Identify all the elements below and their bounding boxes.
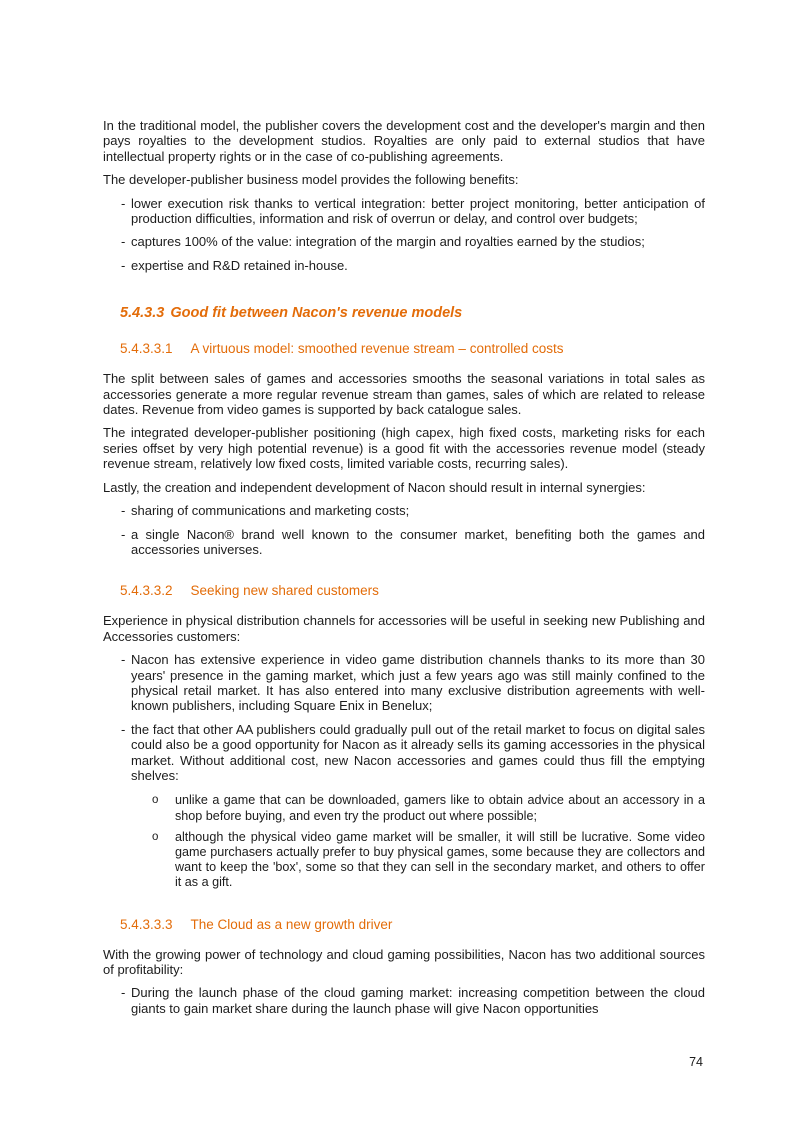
subsection-heading-1 [120,341,705,356]
cloud-list [103,985,705,1016]
subsection-heading-2 [120,583,705,598]
subsection-number: 5.4.3.3.3 [120,916,173,932]
paragraph-traditional-model: In the traditional model, the publisher covers the development cost and the developer's margin and then pays royalties to the development studios. Royalties are only paid to external studios that have intellectual property rights or in the case of co-publishing agreements. [103,118,705,164]
section-number: 5.4.3.3 [120,305,165,322]
dash-marker: - [121,195,126,211]
list-item-text: the fact that other AA publishers could gradually pull out of the retail market to focus on digital sales could also be a good opportunity for Nacon as it already sells its gaming accessories in the physical market. Without additional cost, new Nacon accessories and games could thus fill the emptying shelves: [131,721,705,783]
paragraph-split-sales: The split between sales of games and accessories smooths the seasonal variations in total sales as accessories generate a more regular revenue stream than games, sales of which are related to release dates. Revenue from video games is supported by back catalogue sales. [103,371,705,418]
list-item-text: lower execution risk thanks to vertical integration: better project monitoring, better anticipation of production difficulties, information and risk of overrun or delay, and control over budgets; [131,195,705,227]
list-item-text: expertise and R&D retained in-house. [131,257,348,273]
list-item [103,722,705,784]
dash-marker: - [121,234,126,250]
sublist-item-text: unlike a game that can be downloaded, gamers like to obtain advice about an accessory in a shop before buying, and even try the product out where possible; [175,793,705,823]
dash-marker: - [121,526,126,542]
list-item-text: During the launch phase of the cloud gaming market: increasing competition between the cloud giants to gain market share during the launch phase will give Nacon opportunities [131,985,705,1016]
subsection-number: 5.4.3.3.1 [120,341,173,357]
benefits-list [103,196,705,274]
list-item [103,234,705,249]
dash-marker: - [121,652,126,668]
sublist-item [150,830,705,891]
paragraph-business-model-lead: The developer-publisher business model provides the following benefits: [103,172,519,188]
synergies-list [103,503,705,557]
subsection-title: The Cloud as a new growth driver [190,916,393,932]
dash-marker: - [121,721,126,737]
dash-marker: - [121,257,126,273]
list-item [103,503,705,518]
page-number: 74 [689,1055,703,1069]
paragraph-integrated-positioning: The integrated developer-publisher positioning (high capex, high fixed costs, marketing risks for each series offset by very high potential revenue) is a good fit with the accessories revenue model (steady revenue stream, relatively low fixed costs, limited variable costs, recurring sales). [103,425,705,472]
section-heading [120,305,705,321]
list-item [103,985,705,1016]
subsection-number: 5.4.3.3.2 [120,583,173,599]
circle-marker: o [152,830,159,843]
subsection-title: Seeking new shared customers [190,583,379,599]
sublist-item-text: although the physical video game market will be smaller, it will still be lucrative. Some video game purchasers actually prefer to buy physical games, some because they are collectors and want to keep the 'box', some so that they can sell in the secondary market, and others to offer it as a gift. [175,829,705,890]
subsection-heading-3 [120,917,705,932]
list-item [103,527,705,558]
paragraph-synergies-lead: Lastly, the creation and independent development of Nacon should result in internal synergies: [103,479,646,495]
dash-marker: - [121,503,126,519]
customers-list [103,652,705,783]
list-item [103,258,705,273]
paragraph-cloud-lead: With the growing power of technology and cloud gaming possibilities, Nacon has two additional sources of profitability: [103,946,705,977]
list-item-text: captures 100% of the value: integration of the margin and royalties earned by the studios; [131,234,645,250]
section-title: Good fit between Nacon's revenue models [170,305,463,322]
shelves-sublist [150,793,705,890]
list-item [103,196,705,227]
paragraph-distribution-experience: Experience in physical distribution channels for accessories will be useful in seeking new Publishing and Accessories customers: [103,613,705,644]
circle-marker: o [152,794,159,807]
dash-marker: - [121,985,126,1001]
list-item [103,652,705,714]
subsection-title: A virtuous model: smoothed revenue stream – controlled costs [190,341,564,357]
list-item-text: Nacon has extensive experience in video game distribution channels thanks to its more than 30 years' presence in the gaming market, which just a few years ago was still mainly confined to the physical retail market. It has also entered into many exclusive distribution agreements with well-known publishers, including Square Enix in Benelux; [131,652,705,714]
list-item-text: sharing of communications and marketing costs; [131,503,410,519]
list-item-text: a single Nacon® brand well known to the consumer market, benefiting both the games and accessories universes. [131,526,705,557]
sublist-item [150,793,705,823]
